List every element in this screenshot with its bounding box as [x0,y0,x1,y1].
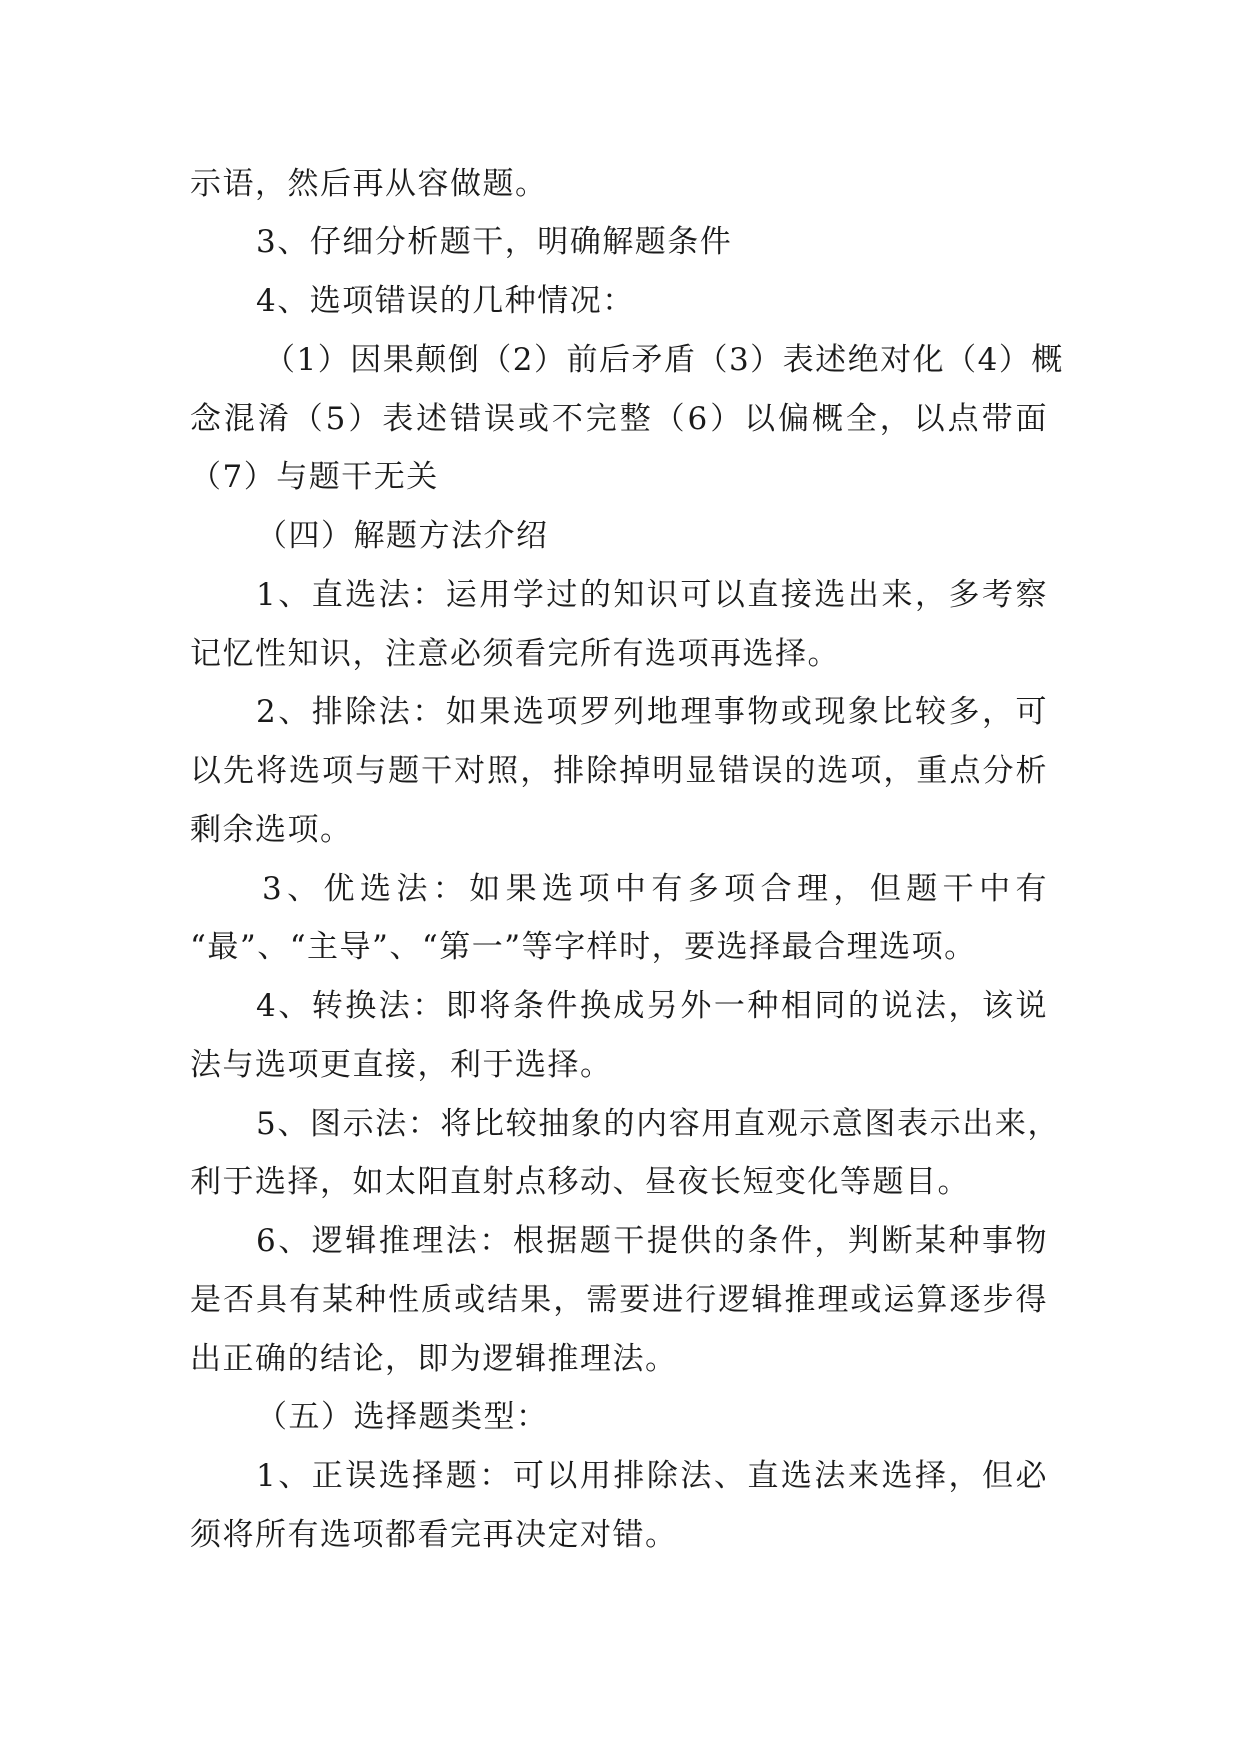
text-line: 示语，然后再从容做题。 [190,166,548,202]
text-line: 记忆性知识，注意必须看完所有选项再选择。 [190,636,840,672]
text-line: 法与选项更直接，利于选择。 [190,1047,613,1083]
text-line: （7）与题干无关 [190,459,439,495]
text-line: 4、选项错误的几种情况： [256,283,635,319]
text-line: 6、逻辑推理法：根据题干提供的条件，判断某种事物 [256,1223,1048,1259]
text-line: 1、直选法：运用学过的知识可以直接选出来，多考察 [256,577,1048,613]
text-line: 是否具有某种性质或结果，需要进行逻辑推理或运算逐步得 [190,1282,1048,1318]
text-line: 1、正误选择题：可以用排除法、直选法来选择，但必 [256,1458,1048,1494]
text-line: 4、转换法：即将条件换成另外一种相同的说法，该说 [256,988,1048,1024]
text-line: 2、排除法：如果选项罗列地理事物或现象比较多，可 [256,694,1048,730]
text-line: 出正确的结论，即为逻辑推理法。 [190,1341,678,1377]
section-heading: （四）解题方法介绍 [256,518,549,554]
text-line: 须将所有选项都看完再决定对错。 [190,1517,678,1553]
section-heading: （五）选择题类型： [256,1399,549,1435]
text-line: 3、仔细分析题干，明确解题条件 [256,224,733,260]
text-line: 以先将选项与题干对照，排除掉明显错误的选项，重点分析 [190,753,1048,789]
text-line: 剩余选项。 [190,812,353,848]
text-line: 利于选择，如太阳直射点移动、昼夜长短变化等题目。 [190,1164,970,1200]
text-line: 念混淆（5）表述错误或不完整（6）以偏概全，以点带面 [190,401,1048,437]
text-line: 5、图示法：将比较抽象的内容用直观示意图表示出来， [256,1106,1060,1142]
text-line: 3、优选法：如果选项中有多项合理，但题干中有 [262,871,1048,907]
text-line: （1）因果颠倒（2）前后矛盾（3）表述绝对化（4）概 [264,342,1064,378]
text-line: “最”、“主导”、“第一”等字样时，要选择最合理选项。 [190,929,977,965]
